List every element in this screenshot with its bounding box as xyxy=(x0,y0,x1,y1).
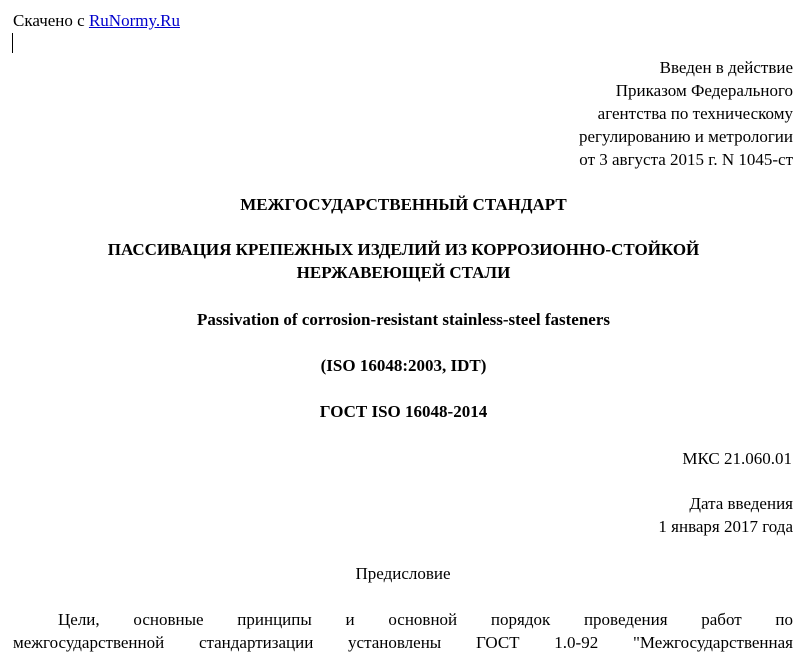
standard-title xyxy=(0,238,799,284)
introduction-date xyxy=(658,492,793,538)
standard-title-line: НЕРЖАВЕЮЩЕЙ СТАЛИ xyxy=(296,263,511,282)
source-line xyxy=(13,9,180,32)
enactment-block xyxy=(579,56,793,171)
preface-paragraph xyxy=(13,608,793,654)
introduction-date-label: Дата введения xyxy=(689,494,793,513)
standard-kind: МЕЖГОСУДАРСТВЕННЫЙ СТАНДАРТ xyxy=(240,195,567,214)
source-prefix: Скачено с xyxy=(13,11,89,30)
enactment-line: регулированию и метрологии xyxy=(578,127,793,146)
standard-title-english: Passivation of corrosion-resistant stainless-steel fasteners xyxy=(197,310,610,329)
standard-title-line: ПАССИВАЦИЯ КРЕПЕЖНЫХ ИЗДЕЛИЙ ИЗ КОРРОЗИОННО-СТОЙКОЙ xyxy=(107,240,700,259)
standard-designation: ГОСТ ISO 16048-2014 xyxy=(319,402,488,421)
enactment-line: Введен в действие xyxy=(659,58,793,77)
enactment-line: Приказом Федерального xyxy=(615,81,793,100)
source-link[interactable]: RuNormy.Ru xyxy=(88,11,180,30)
preface-line: Цели, основные принципы и основной порядок проведения работ по xyxy=(58,610,793,629)
iso-reference: (ISO 16048:2003, IDT) xyxy=(320,356,487,375)
preface-line: межгосударственной стандартизации установлены ГОСТ 1.0-92 "Межгосударственная xyxy=(13,633,793,652)
text-cursor xyxy=(12,33,13,53)
enactment-line: от 3 августа 2015 г. N 1045-ст xyxy=(579,150,793,169)
enactment-line: агентства по техническому xyxy=(597,104,793,123)
mks-code: МКС 21.060.01 xyxy=(682,449,792,468)
preface-heading: Предисловие xyxy=(355,564,451,583)
introduction-date-value: 1 января 2017 года xyxy=(658,517,793,536)
